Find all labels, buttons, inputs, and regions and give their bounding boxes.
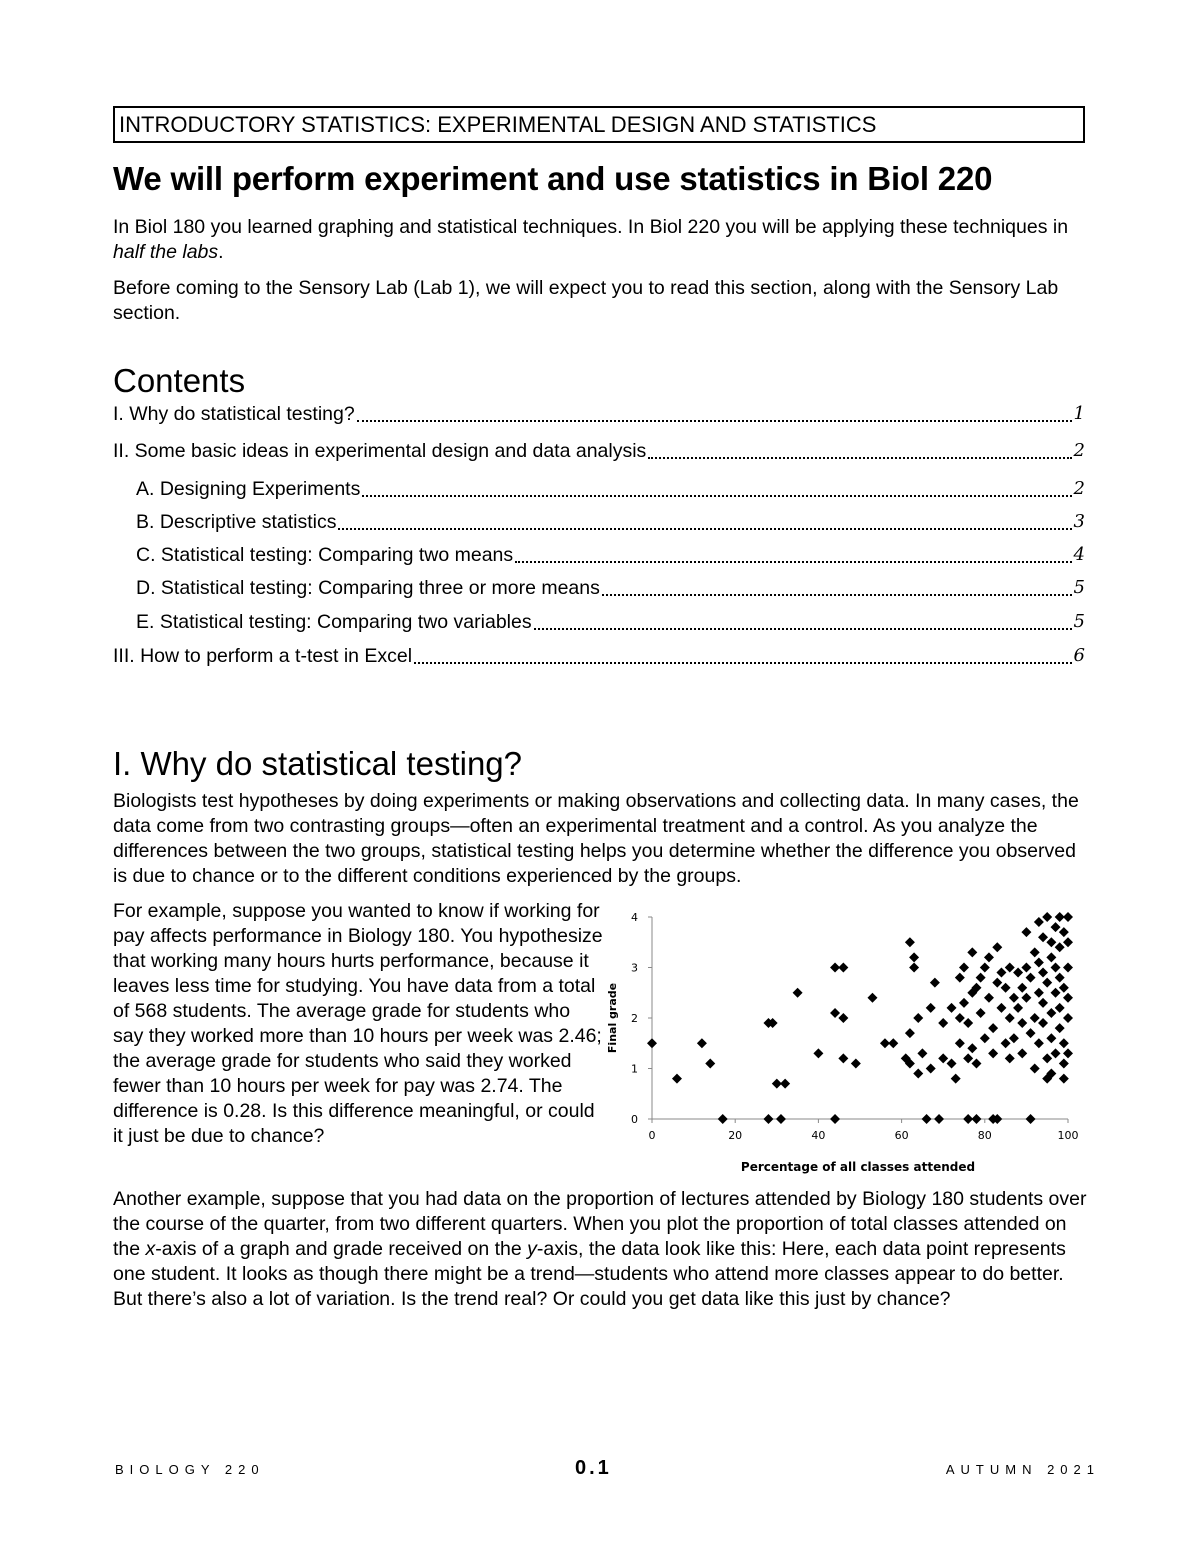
toc-item-label: C. Statistical testing: Comparing two means [136, 544, 514, 566]
data-point [1055, 1003, 1065, 1013]
chart-points [647, 912, 1073, 1124]
data-point [913, 1013, 923, 1023]
toc-item[interactable] [136, 609, 1085, 635]
toc-item-page: 6 [1073, 645, 1085, 666]
data-point [922, 1114, 932, 1124]
data-point [1063, 963, 1073, 973]
chart-axes [631, 911, 1079, 1142]
data-point [955, 1013, 965, 1023]
data-point [967, 947, 977, 957]
data-point [951, 1074, 961, 1084]
intro-text-end: . [218, 241, 224, 263]
data-point [1026, 1114, 1036, 1124]
data-point [1001, 983, 1011, 993]
data-point [1017, 1048, 1027, 1058]
x-tick-label: 100 [1057, 1129, 1079, 1142]
x-axis-emphasis: x [145, 1238, 156, 1260]
x-axis-label: Percentage of all classes attended [740, 1160, 976, 1174]
data-point [1046, 952, 1056, 962]
data-point [763, 1114, 773, 1124]
data-point [1017, 983, 1027, 993]
data-point [1063, 1048, 1073, 1058]
footer-term: AUTUMN 2021 [945, 1462, 1100, 1477]
scatter-chart [600, 903, 1085, 1178]
footer-page-number: 0.1 [575, 1457, 612, 1479]
toc-item-page: 3 [1073, 511, 1085, 532]
data-point [1055, 1023, 1065, 1033]
data-point [959, 963, 969, 973]
data-point [1038, 968, 1048, 978]
data-point [830, 1114, 840, 1124]
y-tick-label: 0 [631, 1113, 638, 1126]
data-point [888, 1038, 898, 1048]
data-point [963, 1053, 973, 1063]
data-point [1059, 1058, 1069, 1068]
data-point [971, 1114, 981, 1124]
data-point [996, 968, 1006, 978]
toc-item-label: B. Descriptive statistics [136, 511, 337, 533]
data-point [913, 1069, 923, 1079]
data-point [1051, 922, 1061, 932]
data-point [926, 1064, 936, 1074]
data-point [1030, 947, 1040, 957]
data-point [793, 988, 803, 998]
data-point [976, 1008, 986, 1018]
toc-leader [648, 456, 1071, 459]
data-point [988, 1048, 998, 1058]
data-point [955, 1038, 965, 1048]
toc-item-page: 2 [1073, 440, 1085, 461]
data-point [926, 1003, 936, 1013]
toc-item-page: 1 [1073, 403, 1085, 424]
data-point [705, 1058, 715, 1068]
data-point [1026, 973, 1036, 983]
data-point [1042, 1053, 1052, 1063]
data-point [1046, 1033, 1056, 1043]
data-point [1026, 1028, 1036, 1038]
data-point [971, 1058, 981, 1068]
intro-paragraph-2: Before coming to the Sensory Lab (Lab 1), we will expect you to read this section, along with the Sensory Lab section. [113, 277, 1059, 324]
data-point [934, 1114, 944, 1124]
page-title: We will perform experiment and use statistics in Biol 220 [113, 160, 993, 197]
data-point [938, 1018, 948, 1028]
data-point [1034, 988, 1044, 998]
toc-leader [515, 560, 1071, 563]
data-point [1009, 993, 1019, 1003]
data-point [992, 978, 1002, 988]
toc-item-label: D. Statistical testing: Comparing three or more means [136, 577, 600, 599]
y-axis-label: Final grade [606, 982, 619, 1054]
data-point [963, 1018, 973, 1028]
intro-paragraph-1 [113, 215, 1093, 265]
data-point [1051, 963, 1061, 973]
data-point [938, 1053, 948, 1063]
data-point [988, 1023, 998, 1033]
data-point [1038, 932, 1048, 942]
toc-item[interactable] [113, 643, 1085, 669]
data-point [1030, 1064, 1040, 1074]
data-point [976, 973, 986, 983]
data-point [1051, 1048, 1061, 1058]
intro-emphasis: half the labs [113, 241, 219, 263]
toc-leader [357, 419, 1072, 422]
contents-heading: Contents [113, 362, 246, 399]
data-point [1038, 998, 1048, 1008]
data-point [1059, 927, 1069, 937]
data-point [1063, 912, 1073, 922]
data-point [1059, 1038, 1069, 1048]
y-tick-label: 2 [631, 1012, 638, 1025]
data-point [1034, 1038, 1044, 1048]
toc-leader [414, 661, 1071, 664]
toc-item-label: E. Statistical testing: Comparing two variables [136, 611, 532, 633]
data-point [1059, 983, 1069, 993]
toc-item[interactable] [113, 438, 1085, 464]
toc-item[interactable] [136, 542, 1085, 568]
data-point [1005, 963, 1015, 973]
data-point [1063, 937, 1073, 947]
toc-item[interactable] [136, 476, 1085, 502]
data-point [1046, 1008, 1056, 1018]
document-banner: INTRODUCTORY STATISTICS: EXPERIMENTAL DESIGN AND STATISTICS [113, 106, 1085, 143]
data-point [1046, 937, 1056, 947]
toc-item-page: 5 [1073, 611, 1085, 632]
data-point [672, 1074, 682, 1084]
data-point [980, 963, 990, 973]
data-point [1042, 912, 1052, 922]
data-point [1017, 1018, 1027, 1028]
data-point [980, 1033, 990, 1043]
y-axis-emphasis: y [527, 1238, 537, 1260]
x-tick-label: 0 [648, 1129, 656, 1142]
data-point [780, 1079, 790, 1089]
data-point [917, 1048, 927, 1058]
data-point [909, 952, 919, 962]
data-point [1001, 1038, 1011, 1048]
data-point [992, 942, 1002, 952]
section-heading: I. Why do statistical testing? [113, 745, 523, 782]
data-point [959, 998, 969, 1008]
x-tick-label: 20 [728, 1129, 743, 1142]
toc-item-page: 2 [1073, 478, 1085, 499]
data-point [1005, 1013, 1015, 1023]
data-point [1059, 1074, 1069, 1084]
data-point [1055, 942, 1065, 952]
toc-leader [534, 627, 1072, 630]
data-point [1034, 917, 1044, 927]
data-point [1013, 968, 1023, 978]
x-tick-label: 40 [811, 1129, 826, 1142]
toc-item[interactable] [136, 509, 1085, 535]
data-point [967, 1043, 977, 1053]
data-point [996, 1003, 1006, 1013]
toc-item-label: A. Designing Experiments [136, 478, 361, 500]
data-point [1063, 993, 1073, 1003]
section-paragraph-3 [113, 1187, 1093, 1312]
x-tick-label: 60 [894, 1129, 909, 1142]
toc-item[interactable] [113, 401, 1085, 427]
data-point [776, 1114, 786, 1124]
data-point [930, 978, 940, 988]
paragraph-text: -axis of a graph and grade received on the [155, 1238, 528, 1260]
data-point [830, 1008, 840, 1018]
toc-leader [602, 593, 1072, 596]
toc-item-label: III. How to perform a t-test in Excel [113, 645, 413, 667]
data-point [1055, 973, 1065, 983]
data-point [1021, 993, 1031, 1003]
data-point [718, 1114, 728, 1124]
toc-item-page: 4 [1073, 544, 1085, 565]
data-point [1005, 1053, 1015, 1063]
data-point [1009, 1033, 1019, 1043]
data-point [1051, 988, 1061, 998]
data-point [1013, 1003, 1023, 1013]
data-point [1021, 963, 1031, 973]
y-tick-label: 3 [631, 961, 638, 975]
x-tick-label: 80 [977, 1129, 992, 1142]
data-point [909, 963, 919, 973]
paragraph-text: -axis, the data look like this: Here, each data point represents one student. It looks as though there might be a trend—students who attend more classes appear to do better. But there’s also a lot of variation. Is the trend real? Or could you get data like this just by chance? [113, 1238, 1066, 1310]
data-point [947, 1003, 957, 1013]
paragraph-text: Another example, suppose that you had data on the proportion of lectures attended by Biology 180 students over the course of the quarter, from two different quarters. When you plot the proportion of total classes attended on the [113, 1188, 1087, 1260]
y-tick-label: 1 [631, 1062, 638, 1076]
data-point [1063, 1013, 1073, 1023]
data-point [1034, 957, 1044, 967]
data-point [955, 973, 965, 983]
data-point [838, 963, 848, 973]
data-point [647, 1038, 657, 1048]
data-point [984, 952, 994, 962]
data-point [905, 937, 915, 947]
data-point [1021, 927, 1031, 937]
section-paragraph-1: Biologists test hypotheses by doing experiments or making observations and collecting data. In many cases, the data come from two contrasting groups—often an experimental treatment and a control. As you analyze the differences between the two groups, statistical testing helps you determine whether the difference you observed is due to chance or to the different conditions experienced by the groups. [113, 790, 1079, 887]
data-point [905, 1028, 915, 1038]
data-point [838, 1053, 848, 1063]
data-point [1030, 1013, 1040, 1023]
toc-item[interactable] [136, 575, 1085, 601]
footer-course: BIOLOGY 220 [115, 1462, 265, 1477]
data-point [1042, 978, 1052, 988]
section-paragraph-2: For example, suppose you wanted to know if working for pay affects performance in Biology 180. You hypothesize that working many hours hurts performance, because it leaves less time for studying. You have data from a total of 568 students. The average grade for students who say they worked more than 10 hours per week was 2.46; the average grade for students who said they worked fewer than 10 hours per week for pay was 2.74. The difference is 0.28. Is this difference meaningful, or could it just be due to chance? [113, 900, 603, 1147]
toc-leader [338, 527, 1071, 530]
toc-item-label: II. Some basic ideas in experimental design and data analysis [113, 440, 647, 462]
data-point [697, 1038, 707, 1048]
data-point [813, 1048, 823, 1058]
y-tick-label: 4 [631, 911, 638, 924]
toc-item-page: 5 [1073, 577, 1085, 598]
data-point [851, 1058, 861, 1068]
data-point [838, 1013, 848, 1023]
data-point [867, 993, 877, 1003]
toc-leader [362, 494, 1071, 497]
data-point [984, 993, 994, 1003]
data-point [1038, 1018, 1048, 1028]
intro-text: In Biol 180 you learned graphing and statistical techniques. In Biol 220 you will be applying these techniques in [113, 216, 1069, 238]
toc-item-label: I. Why do statistical testing? [113, 403, 355, 425]
data-point [947, 1058, 957, 1068]
